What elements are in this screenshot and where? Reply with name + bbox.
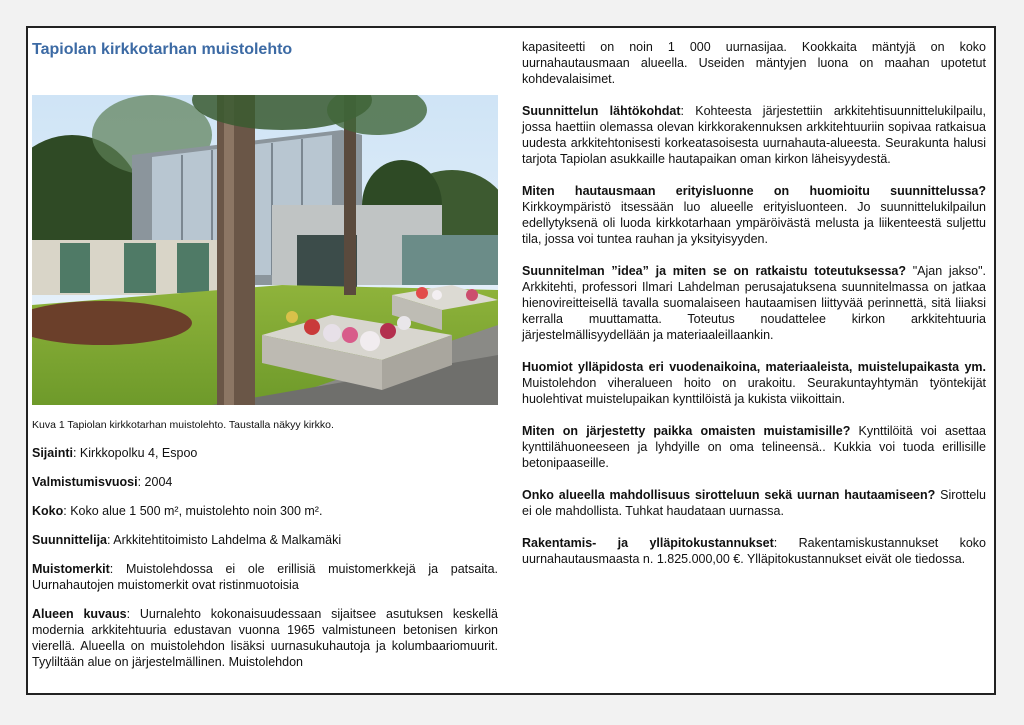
section-paragraph [522, 487, 986, 519]
fact-text: : Arkkitehtitoimisto Lahdelma & Malkamäki [107, 533, 342, 547]
section-paragraph [522, 263, 986, 343]
fact-label: Koko [32, 504, 64, 518]
document-page [26, 26, 996, 695]
fact-text: : Muistolehdossa ei ole erillisiä muistomerkkejä ja patsaita. Uurnahautojen muistomerkit ovat ristinmuotoisia [32, 562, 498, 592]
section-text: : Kohteesta järjestettiin arkkitehtisuunnittelukilpailu, jossa haettiin olemassa olevan kirkkorakennuksen arkkitehtuuriin sopivaa ratkaisua uudesta arkkitehtonisesti korkeatasoisesta uurnahauta-alueesta. Seurakunta halusi tarjota Tapiolan asukkaille hautapaikan oman kirkon läheisyydestä. [522, 104, 986, 166]
section-text: "Ajan jakso". Arkkitehti, professori Ilmari Lahdelman perusajatuksena suunnitelmassa on jatkaa hienovireitteisellä tavalla suomalaiseen hautaamisen liittyvää perinnettä, sitä liiaksi kerralla muuttamatta. Toteutus noudattelee kirkon arkkitehtuuria järjestelmällisyydellään ja materiaaleillaankin. [522, 264, 987, 342]
section-label: Miten hautausmaan erityisluonne on huomioitu suunnittelussa? [522, 184, 986, 198]
fact-label: Sijainti [32, 446, 73, 460]
fact-label: Alueen kuvaus [32, 607, 127, 621]
section-text: Kynttilöitä voi asettaa kynttilähuoneeseen ja lyhdyille on oma telineensä.. Kukkia voi tuoda erillisille betonipaaseille. [522, 424, 986, 470]
section-label: Suunnittelun lähtökohdat [522, 104, 681, 118]
section-label: Onko alueella mahdollisuus sirotteluun sekä uurnan hautaamiseen? [522, 488, 936, 502]
section-paragraph [522, 103, 986, 167]
memorial-grove-photo [32, 95, 498, 405]
fact-paragraph [32, 474, 498, 490]
section-label: Miten on järjestetty paikka omaisten muistamisille? [522, 424, 851, 438]
section-label: Huomiot ylläpidosta eri vuodenaikoina, materiaaleista, muistelupaikasta ym. [522, 360, 986, 374]
section-text: kapasiteetti on noin 1 000 uurnasijaa. Kookkaita mäntyjä on koko uurnahautausmaan alueella. Useiden mäntyjen luona on maahan upotetut kohdevalaisimet. [522, 40, 986, 86]
fact-paragraph [32, 606, 498, 670]
fact-text: : 2004 [137, 475, 173, 489]
fact-paragraph [32, 532, 498, 548]
fact-text: : Uurnalehto kokonaisuudessaan sijaitsee asutuksen keskellä modernia arkkitehtuuria edustavan vuonna 1965 valmistuneen betonisen kirkon vierellä. Alueella on muistolehdon lisäksi uurnasukuhautoja ja kolumbaariomuurit. Tyyliltään alue on järjestelmällinen. Muistolehdon [32, 607, 498, 669]
right-column [522, 39, 986, 583]
photo-caption: Kuva 1 Tapiolan kirkkotarhan muistolehto. Taustalla näkyy kirkko. [32, 419, 334, 431]
left-column [32, 40, 498, 670]
facts-list [32, 445, 498, 670]
page-title: Tapiolan kirkkotarhan muistolehto [32, 41, 293, 58]
section-paragraph [522, 183, 986, 247]
fact-paragraph [32, 445, 498, 461]
section-paragraph [522, 359, 986, 407]
section-text: Kirkkoympäristö itsessään luo alueelle erityisluonteen. Jo suunnittelukilpailun edellytyksenä oli luoda kirkkotarhaan ympäröivästä melusta ja liikenteestä suljettu tila, jossa voi tuntea rauhan ja yksityisyyden. [522, 200, 986, 246]
fact-label: Valmistumisvuosi [32, 475, 138, 489]
section-label: Rakentamis- ja ylläpitokustannukset [522, 536, 774, 550]
fact-label: Muistomerkit [32, 562, 110, 576]
fact-text: : Koko alue 1 500 m², muistolehto noin 300 m². [63, 504, 323, 518]
fact-paragraph [32, 503, 498, 519]
fact-text: : Kirkkopolku 4, Espoo [72, 446, 198, 460]
section-paragraph [522, 39, 986, 87]
section-paragraph [522, 423, 986, 471]
section-text: Muistolehdon viheralueen hoito on urakoitu. Seurakuntayhtymän työntekijät huolehtivat muistelupaikan kynttilöistä ja kukista viikoittain. [522, 376, 986, 406]
fact-label: Suunnittelija [32, 533, 107, 547]
section-text: : Rakentamiskustannukset koko uurnahautausmaasta n. 1.825.000,00 €. Ylläpitokustannukset eivät ole tiedossa. [522, 536, 986, 566]
section-paragraph [522, 535, 986, 567]
section-label: Suunnitelman ”idea” ja miten se on ratkaistu toteutuksessa? [522, 264, 906, 278]
section-text: Sirottelu ei ole mahdollista. Tuhkat haudataan uurnassa. [522, 488, 986, 518]
fact-paragraph [32, 561, 498, 593]
